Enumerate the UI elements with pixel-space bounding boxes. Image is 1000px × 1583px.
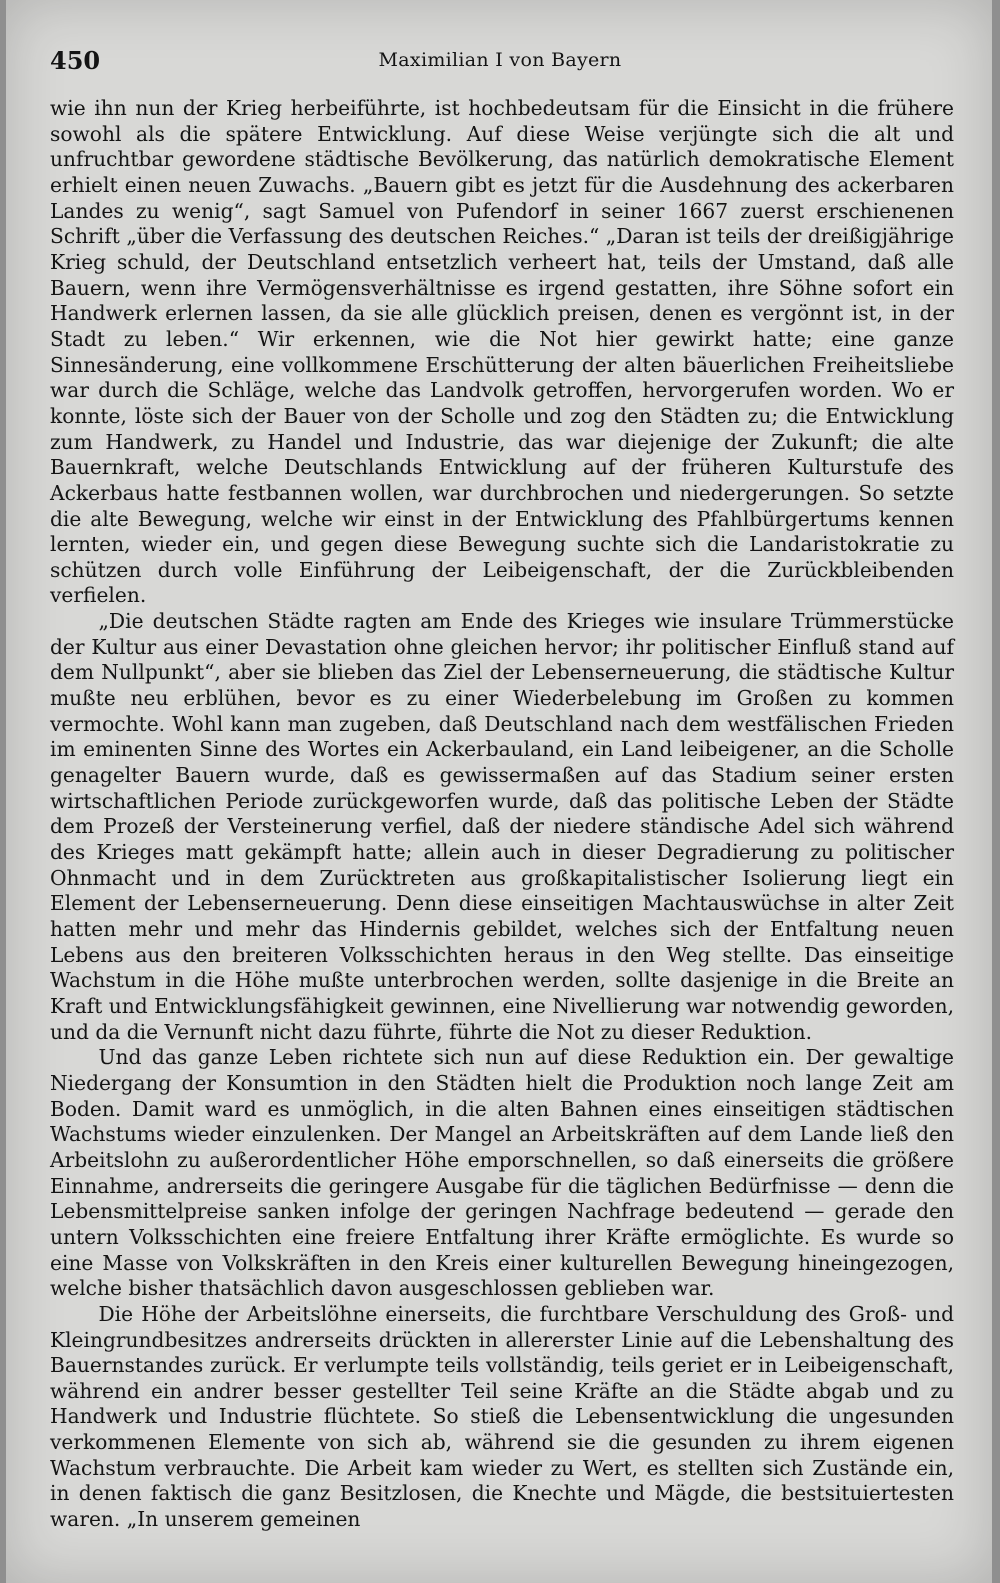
body-text <box>50 96 954 1533</box>
paragraph-2: „Die deutschen Städte ragten am Ende des Krieges wie insulare Trümmerstücke der Kultur aus einer Devastation ohne gleichen hervor; ihr politischer Einfluß stand auf dem Nullpunkt“, aber sie blieben das Ziel der Lebenserneuerung, die städtische Kultur mußte neu erblühen, bevor es zu einer Wiederbelebung im Großen zu kommen vermochte. Wohl kann man zugeben, daß Deutschland nach dem westfälischen Frieden im eminenten Sinne des Wortes ein Ackerbauland, ein Land leibeigener, an die Scholle genagelter Bauern wurde, daß es gewissermaßen auf das Stadium seiner ersten wirtschaftlichen Periode zurückgeworfen wurde, daß das politische Leben der Städte dem Prozeß der Versteinerung verfiel, daß der niedere ständische Adel sich während des Krieges matt gekämpft hatte; allein auch in dieser Degradierung zu politischer Ohnmacht und in dem Zurücktreten aus großkapitalistischer Isolierung liegt ein Element der Lebenserneuerung. Denn diese einseitigen Machtauswüchse in alter Zeit hatten mehr und mehr das Hindernis gebildet, welches sich der Entfaltung neuen Lebens aus den breiteren Volksschichten heraus in den Weg stellte. Das einseitige Wachstum in die Höhe mußte unterbrochen werden, sollte dasjenige in die Breite an Kraft und Entwicklungsfähigkeit gewinnen, eine Nivellierung war notwendig geworden, und da die Vernunft nicht dazu führte, führte die Not zu dieser Reduktion. <box>50 609 954 1044</box>
running-title: Maximilian I von Bayern <box>378 49 622 71</box>
paragraph-4: Die Höhe der Arbeitslöhne einerseits, die furchtbare Verschuldung des Groß- und Kleingrundbesitzes andrerseits drückten in allererster Linie auf die Lebenshaltung des Bauernstandes zurück. Er verlumpte teils vollständig, teils geriet er in Leibeigenschaft, während ein andrer besser gestellter Teil seine Kräfte an die Städte abgab und zu Handwerk und Industrie flüchtete. So stieß die Lebensentwicklung die ungesunden verkommenen Elemente von sich ab, während sie die gesunden zu ihrem eigenen Wachstum verbrauchte. Die Arbeit kam wieder zu Wert, es stellten sich Zustände ein, in denen faktisch die ganz Besitzlosen, die Knechte und Mägde, die bestsituiertesten waren. „In unserem gemeinen <box>50 1301 954 1532</box>
book-page <box>6 0 992 1583</box>
paragraph-1: wie ihn nun der Krieg herbeiführte, ist hochbedeutsam für die Einsicht in die frühere sowohl als die spätere Entwicklung. Auf diese Weise verjüngte sich die alt und unfruchtbar gewordene städtische Bevölkerung, das natürlich demokratische Element erhielt einen neuen Zuwachs. „Bauern gibt es jetzt für die Ausdehnung des ackerbaren Landes zu wenig“, sagt Samuel von Pufendorf in seiner 1667 zuerst erschienenen Schrift „über die Verfassung des deutschen Reiches.“ „Daran ist teils der dreißigjährige Krieg schuld, der Deutschland entsetzlich verheert hat, teils der Umstand, daß alle Bauern, wenn ihre Vermögensverhältnisse es irgend gestatten, ihre Söhne sofort ein Handwerk erlernen lassen, da sie alle glücklich preisen, denen es vergönnt ist, in der Stadt zu leben.“ Wir erkennen, wie die Not hier gewirkt hatte; eine ganze Sinnesänderung, eine vollkommene Erschütterung der alten bäuerlichen Freiheitsliebe war durch die Schläge, welche das Landvolk getroffen, hervorgerufen worden. Wo er konnte, löste sich der Bauer von der Scholle und zog den Städten zu; die Entwicklung zum Handwerk, zu Handel und Industrie, das war diejenige der Zukunft; die alte Bauernkraft, welche Deutschlands Entwicklung auf der früheren Kulturstufe des Ackerbaus hatte festbannen wollen, war durchbrochen und niedergerungen. So setzte die alte Bewegung, welche wir einst in der Entwicklung des Pfahlbürgertums kennen lernten, wieder ein, und gegen diese Bewegung suchte sich die Landaristokratie zu schützen durch volle Einführung der Leibeigenschaft, der die Zurückbleibenden verfielen. <box>50 96 954 608</box>
page-header <box>50 46 950 80</box>
page-number: 450 <box>50 46 101 75</box>
paragraph-3: Und das ganze Leben richtete sich nun auf diese Reduktion ein. Der gewaltige Niedergang der Konsumtion in den Städten hielt die Produktion noch lange Zeit am Boden. Damit ward es unmöglich, in die alten Bahnen eines einseitigen städtischen Wachstums wieder einzulenken. Der Mangel an Arbeitskräften auf dem Lande ließ den Arbeitslohn zu außerordentlicher Höhe emporschnellen, so daß einerseits die größere Einnahme, andrerseits die geringere Ausgabe für die täglichen Bedürfnisse — denn die Lebensmittelpreise sanken infolge der geringen Nachfrage bedeutend — gerade den untern Volksschichten eine freiere Entfaltung ihrer Kräfte ermöglichte. Es wurde so eine Masse von Volkskräften in den Kreis einer kulturellen Bewegung hineingezogen, welche bisher thatsächlich davon ausgeschlossen geblieben war. <box>50 1045 954 1301</box>
